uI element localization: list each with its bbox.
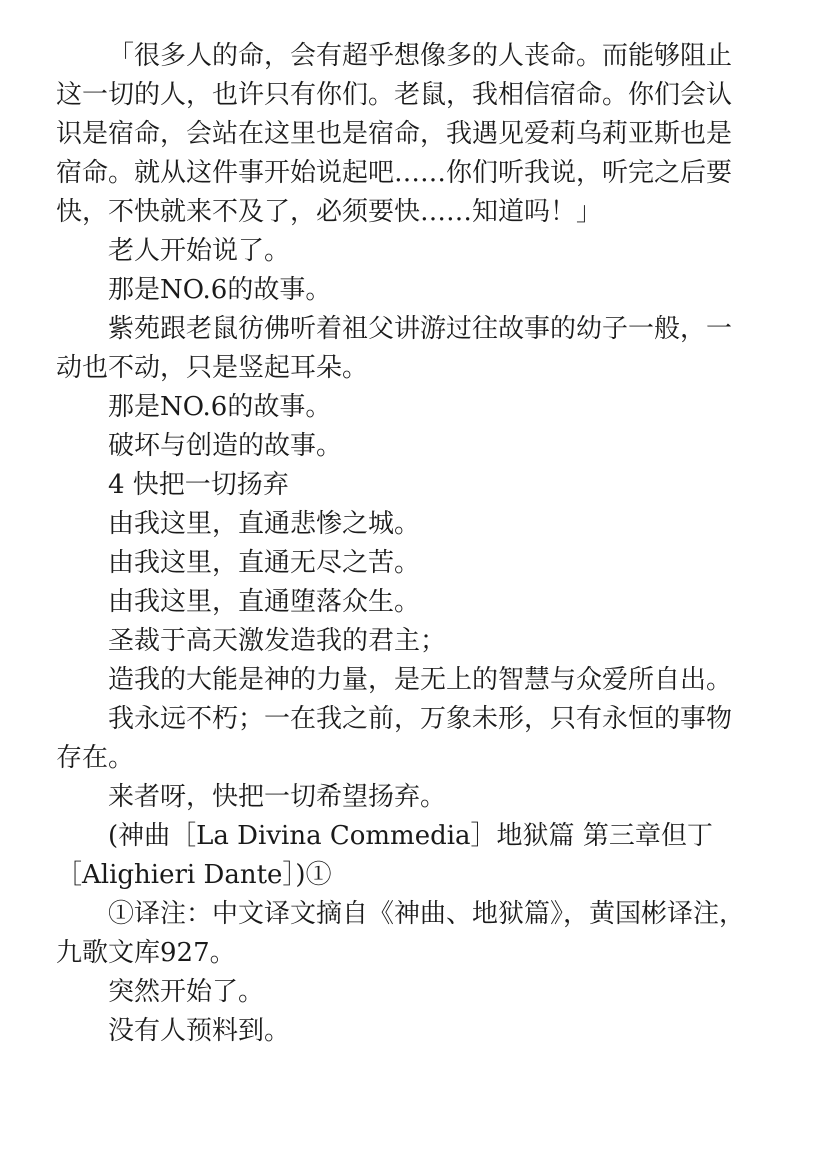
paragraph: 破坏与创造的故事。: [108, 431, 343, 461]
paragraph: 老人开始说了。: [108, 236, 291, 266]
paragraph: 突然开始了。: [108, 977, 265, 1007]
paragraph: 紫苑跟老鼠彷佛听着祖父讲游过往故事的幼子一般，一动也不动，只是竖起耳朵。: [56, 314, 733, 383]
paragraph: 那是NO.6的故事。: [108, 392, 332, 422]
document-page: [56, 37, 756, 1051]
poem-line: 造我的大能是神的力量，是无上的智慧与众爱所自出。: [108, 665, 733, 695]
paragraph: 那是NO.6的故事。: [108, 275, 332, 305]
poem-line: 由我这里，直通堕落众生。: [108, 587, 421, 617]
poem-line: 由我这里，直通悲惨之城。: [108, 509, 421, 539]
paragraph: 没有人预料到。: [108, 1016, 291, 1046]
poem-line: 我永远不朽；一在我之前，万象未形，只有永恒的事物存在。: [56, 704, 733, 773]
poem-line: 圣裁于高天激发造我的君主；: [108, 626, 447, 656]
paragraph-quote: 「很多人的命，会有超乎想像多的人丧命。而能够阻止这一切的人，也许只有你们。老鼠，我相信宿命。你们会认识是宿命，会站在这里也是宿命，我遇见爱莉乌莉亚斯也是宿命。就从这件事开始说起吧……你们听我说，听完之后要快，不快就来不及了，必须要快……知道吗！」: [56, 41, 733, 227]
poem-line: 由我这里，直通无尽之苦。: [108, 548, 421, 578]
footnote: ①译注：中文译文摘自《神曲、地狱篇》，黄国彬译注，九歌文库927。: [56, 899, 746, 968]
chapter-heading: 4 快把一切扬弃: [108, 470, 289, 500]
citation: (神曲［La Divina Commedia］地狱篇 第三章但丁［Alighieri Dante］)①: [56, 821, 713, 890]
poem-line: 来者呀，快把一切希望扬弃。: [108, 782, 447, 812]
